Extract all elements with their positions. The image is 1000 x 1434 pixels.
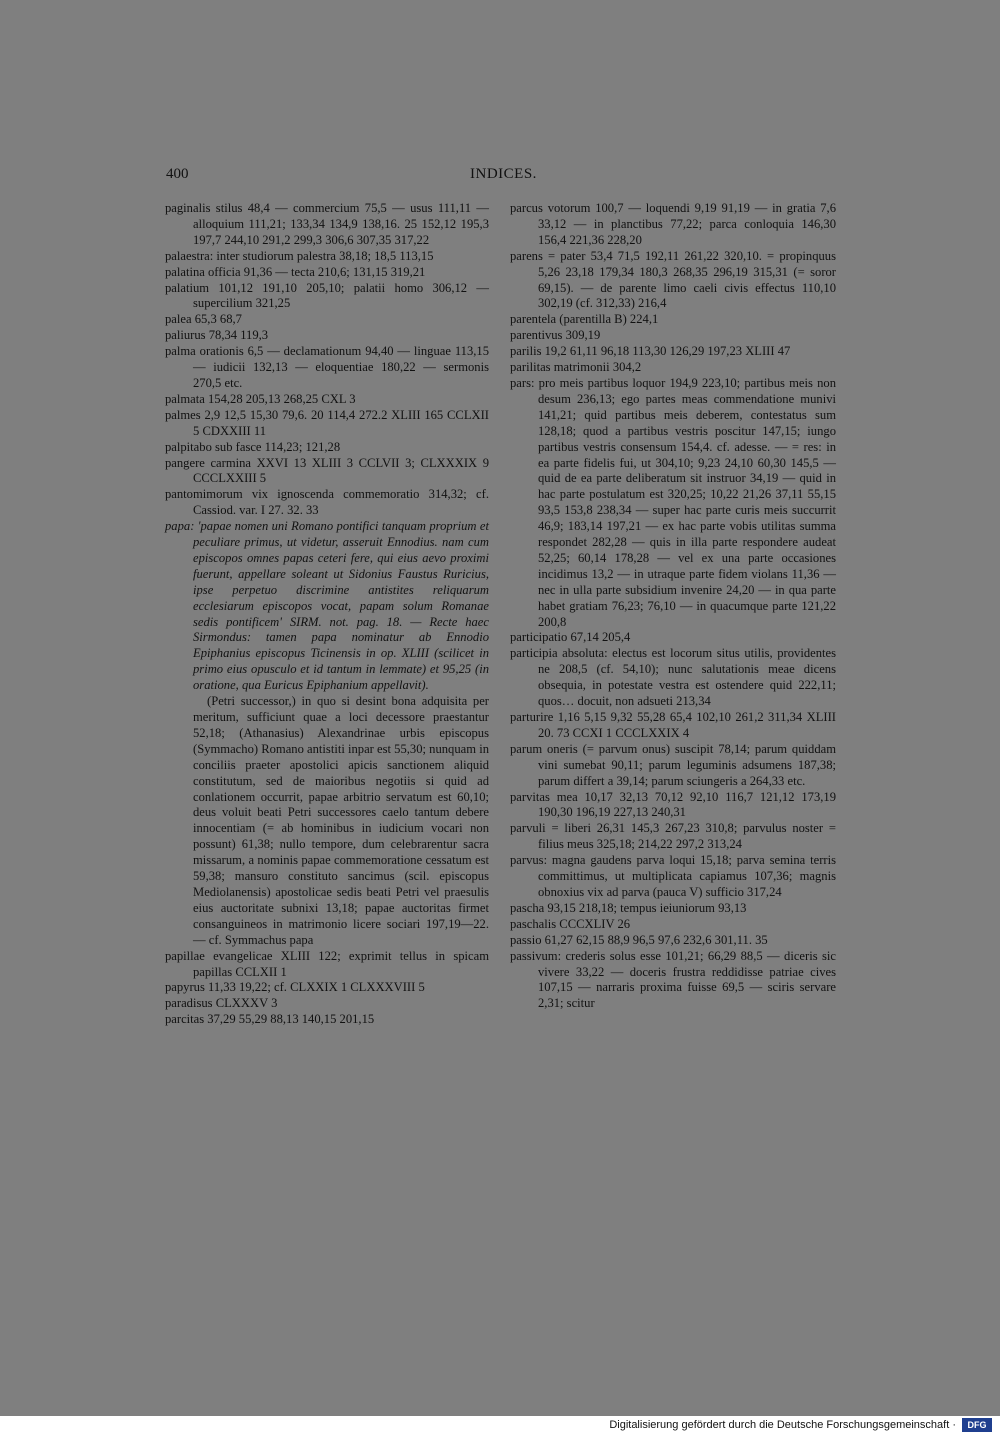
index-entry: parens = pater 53,4 71,5 192,11 261,22 320,10. = propinquus 5,26 23,18 179,34 180,3 268,35 296,19 315,31 (= soror 69,15). — de parente limo caeli civis effectus 110,10 302,19 (cf. 312,33) 216,4 (510, 248, 836, 311)
index-entry: pantomimorum vix ignoscenda commemoratio 314,32; cf. Cassiod. var. I 27. 32. 33 (165, 487, 489, 518)
dfg-logo-icon[interactable]: DFG (962, 1418, 992, 1432)
index-entry: participia absoluta: electus est locorum situs utilis, providentes ne 208,5 (cf. 54,10); nunc salutationis meae dicens obsequia, in potestate vestra est ostendere quid 222,11; quos… docuit, non adsueti 213,34 (510, 646, 836, 709)
index-entry: palaestra: inter studiorum palestra 38,18; 18,5 113,15 (165, 248, 434, 263)
index-entry: parentela (parentilla B) 224,1 (510, 312, 659, 327)
index-entry: parvitas mea 10,17 32,13 70,12 92,10 116,7 121,12 173,19 190,30 196,19 227,13 240,31 (510, 789, 836, 820)
index-entry: passivum: crederis solus esse 101,21; 66,29 88,5 — diceris sic vivere 33,22 — doceris frustra reddidisse patriae cives 107,15 — narraris proxima fuisse 69,5 — sciris servare 2,31; scitur (510, 948, 836, 1011)
index-entry: parcus votorum 100,7 — loquendi 9,19 91,19 — in gratia 7,6 33,12 — in planctibus 77,22; parca conloquia 146,30 156,4 221,36 228,20 (510, 201, 836, 247)
index-entry-papa: papa: 'papae nomen uni Romano pontifici tanquam proprium et peculiare primus, ut videtur, asseruit Ennodius. nam cum episcopos omnes papas ceteri fere, qui eius aevo proximi fuerunt, appellare soleant ut Sidonius Faustus Ruricius, ipse perpetuo discrimine antistites reliquarum ecclesiarum episcopos vocat, papam solum Romanae sedis pontificem' SIRM. not. pag. 18. — Recte haec Sirmondus: tamen papa nominatur ab Ennodio Epiphanius episcopus Ticinensis in op. XLIII (scilicet in primo eius opusculo et id tantum in lemmate) et 95,25 (in oratione, qua Euricus Epiphanium appellavit). (165, 519, 489, 693)
index-entry: paliurus 78,34 119,3 (165, 328, 269, 343)
index-entry: paradisus CLXXXV 3 (165, 996, 278, 1011)
index-entry: palea 65,3 68,7 (165, 312, 242, 327)
index-entry: parilitas matrimonii 304,2 (510, 360, 642, 375)
index-entry: passio 61,27 62,15 88,9 96,5 97,6 232,6 301,11. 35 (510, 932, 768, 947)
index-entry: paschalis CCCXLIV 26 (510, 916, 631, 931)
index-entry: palmata 154,28 205,13 268,25 CXL 3 (165, 391, 356, 406)
running-head: INDICES. (470, 166, 537, 182)
index-entry: palatina officia 91,36 — tecta 210,6; 131,15 319,21 (165, 264, 426, 279)
index-entry-papa-continued: (Petri successor,) in quo si desint bona adquisita per meritum, sufficiunt quae a loci decessore praestantur 52,18; (Athanasius) Alexandrinae urbis episcopus (Symmacho) Romano antistiti inpar est 55,30; nunquam in conciliis praeter apostolici apicis sanctionem aliquid constitutum, sed de maioribus negotiis si quid ad conlationem occurrit, papae arbitrio servatum est 60,10; deus voluit beati Petri successores caelo tantum debere innocentiam (= ab hominibus in iudicium vocari non possunt) 61,38; nullo tempore, dum celebrarentur sacra missarum, a nominis papae commemoratione cessatum est 59,38; mansuro constituto sancimus (scil. episcopus Mediolanensis) apostolicae sedis beati Petri vel praesulis eius auctoritate subnixi 13,18; papae auctoritas firmet consanguineos in matrimonio licere sociari 197,19—22. — cf. Symmachus papa (193, 694, 489, 947)
index-entry: pangere carmina XXVI 13 XLIII 3 CCLVII 3; CLXXXIX 9 CCCLXXIII 5 (165, 455, 489, 486)
page-number: 400 (166, 166, 189, 182)
index-entry: pascha 93,15 218,18; tempus ieiuniorum 93,13 (510, 900, 747, 915)
right-column (510, 201, 836, 1012)
index-entry: palmes 2,9 12,5 15,30 79,6. 20 114,4 272.2 XLIII 165 CCLXII 5 CDXXIII 11 (165, 407, 489, 438)
left-column (165, 201, 489, 1028)
footer-credit: Digitalisierung gefördert durch die Deutsche Forschungsgemeinschaft · (609, 1419, 956, 1431)
index-entry: palatium 101,12 191,10 205,10; palatii homo 306,12 — supercilium 321,25 (165, 280, 489, 311)
index-entry: parilis 19,2 61,11 96,18 113,30 126,29 197,23 XLIII 47 (510, 344, 791, 359)
index-entry: parcitas 37,29 55,29 88,13 140,15 201,15 (165, 1012, 375, 1027)
index-entry: papyrus 11,33 19,22; cf. CLXXIX 1 CLXXXVIII 5 (165, 980, 425, 995)
index-entry: papillae evangelicae XLIII 122; exprimit tellus in spicam papillas CCLXII 1 (165, 948, 489, 979)
index-entry: parvus: magna gaudens parva loqui 15,18; parva semina terris committimus, ut multiplicata capiamus 107,36; magnis obnoxius vix ad parva (pauca V) sufficio 317,24 (510, 853, 836, 899)
index-entry: parentivus 309,19 (510, 328, 601, 343)
index-entry: parum oneris (= parvum onus) suscipit 78,14; parum quiddam vini sumebat 90,11; parum leguminis adsumens 187,38; parum differt a 39,14; parum sciungeris a 264,33 etc. (510, 741, 836, 788)
index-entry: palma orationis 6,5 — declamationum 94,40 — linguae 113,15 — iudicii 132,13 — eloquentiae 180,22 — sermonis 270,5 etc. (165, 344, 489, 390)
index-entry: parvuli = liberi 26,31 145,3 267,23 310,8; parvulus noster = filius meus 325,18; 214,22 297,2 313,24 (510, 821, 836, 852)
index-entry: pars: pro meis partibus loquor 194,9 223,10; partibus meis non desum 236,13; ego partes meas commendatione munivi 141,21; quid partibus meis deberem, contestatus sum 128,18; quod a partibus vestris poscitur 147,15; iungo partibus vestris consensum 154,4. cf. adesse. — = res: in ea parte fidelis fui, ut 304,10; 9,23 24,10 60,30 145,5 — quid de ea parte deliberatum sit instruor 34,19 — quid in hac parte postulatum est 320,25; 10,22 21,26 37,11 55,15 93,5 153,8 238,34 — super hac parte curis meis succurrit 46,9; 183,14 197,21 — ex hac parte vobis utilitas summa respondet 282,28 — quis in illa parte respondere audeat 52,25; 60,14 178,28 — vel ex una parte occasiones incidimus 13,2 — in utraque parte fidem violans 11,36 — nec in ulla parte subsidium invenire 24,20 — in qua parte habet gratiam 76,23; 76,10 — in quacumque parte 121,22 200,8 (510, 375, 836, 629)
index-entry: parturire 1,16 5,15 9,32 55,28 65,4 102,10 261,2 311,34 XLIII 20. 73 CCXI 1 CCCLXXIX 4 (510, 710, 836, 740)
footer-bar (0, 1416, 1000, 1434)
index-entry: participatio 67,14 205,4 (510, 630, 631, 645)
index-entry: paginalis stilus 48,4 — commercium 75,5 — usus 111,11 — alloquium 111,21; 133,34 134,9 138,16. 25 152,12 195,3 197,7 244,10 291,2 299,3 306,6 307,35 317,22 (165, 201, 489, 247)
index-entry: palpitabo sub fasce 114,23; 121,28 (165, 439, 341, 454)
